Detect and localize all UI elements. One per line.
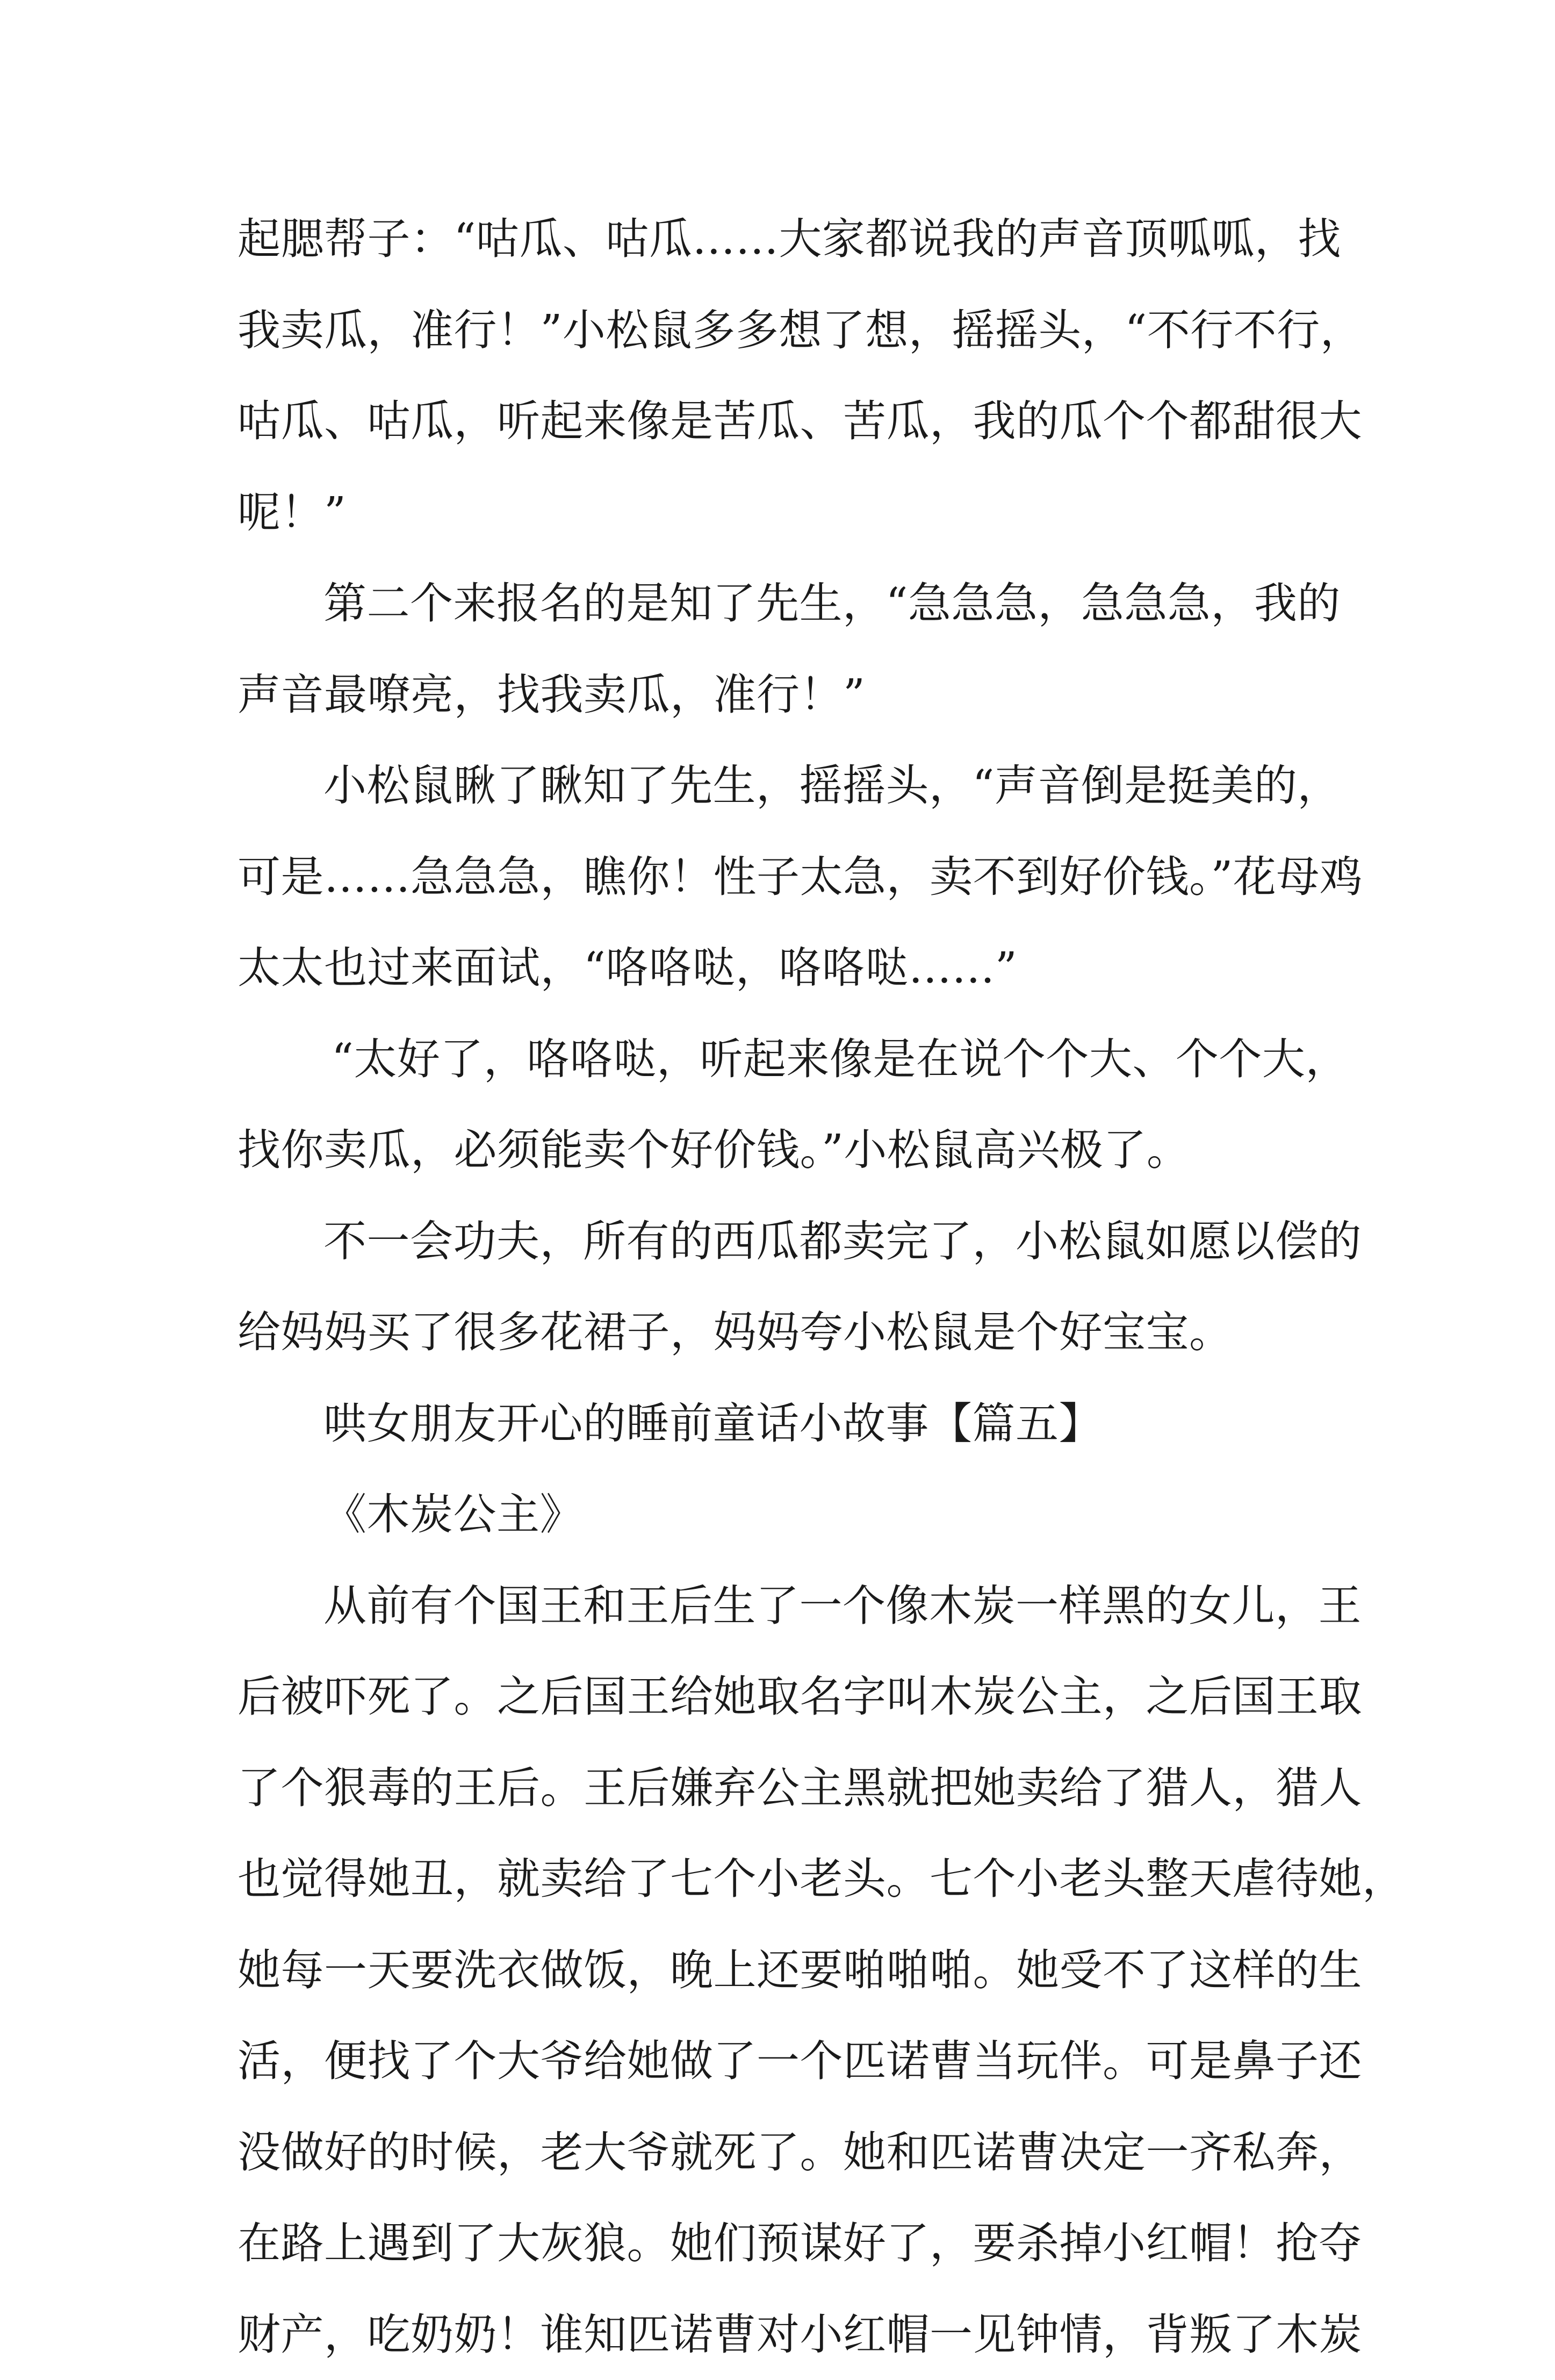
text-line: 给妈妈买了很多花裙子，妈妈夸小松鼠是个好宝宝。 <box>237 1287 1334 1378</box>
story-title: 《木炭公主》 <box>237 1469 1334 1560</box>
text-line: 呢！” <box>237 467 1334 558</box>
paragraph-start: 小松鼠瞅了瞅知了先生，摇摇头，“声音倒是挺美的， <box>237 740 1334 831</box>
text-line: 了个狠毒的王后。王后嫌弃公主黑就把她卖给了猎人，猎人 <box>237 1743 1334 1834</box>
section-heading: 哄女朋友开心的睡前童话小故事【篇五】 <box>237 1378 1334 1469</box>
paragraph-start: 从前有个国王和王后生了一个像木炭一样黑的女儿，王 <box>237 1560 1334 1652</box>
text-line: 我卖瓜，准行！”小松鼠多多想了想，摇摇头，“不行不行， <box>237 285 1334 376</box>
paragraph-start: 第二个来报名的是知了先生，“急急急，急急急，我的 <box>237 558 1334 649</box>
paragraph-start: “太好了，咯咯哒，听起来像是在说个个大、个个大， <box>237 1014 1334 1105</box>
text-line: 后被吓死了。之后国王给她取名字叫木炭公主，之后国王取 <box>237 1651 1334 1743</box>
text-line: 没做好的时候，老大爷就死了。她和匹诺曹决定一齐私奔， <box>237 2107 1334 2198</box>
text-line: 咕瓜、咕瓜，听起来像是苦瓜、苦瓜，我的瓜个个都甜很大 <box>237 376 1334 467</box>
text-line: 财产，吃奶奶！谁知匹诺曹对小红帽一见钟情，背叛了木炭 <box>237 2289 1334 2380</box>
body-text <box>237 193 1334 2380</box>
text-line: 找你卖瓜，必须能卖个好价钱。”小松鼠高兴极了。 <box>237 1105 1334 1196</box>
text-line: 起腮帮子：“咕瓜、咕瓜……大家都说我的声音顶呱呱，找 <box>237 193 1334 285</box>
paragraph-start: 不一会功夫，所有的西瓜都卖完了，小松鼠如愿以偿的 <box>237 1196 1334 1287</box>
text-line: 在路上遇到了大灰狼。她们预谋好了，要杀掉小红帽！抢夺 <box>237 2198 1334 2289</box>
text-line: 也觉得她丑，就卖给了七个小老头。七个小老头整天虐待她， <box>237 1833 1334 1925</box>
text-line: 太太也过来面试，“咯咯哒，咯咯哒……” <box>237 922 1334 1014</box>
text-line: 声音最嘹亮，找我卖瓜，准行！” <box>237 649 1334 741</box>
text-line: 她每一天要洗衣做饭，晚上还要啪啪啪。她受不了这样的生 <box>237 1925 1334 2016</box>
text-line: 活，便找了个大爷给她做了一个匹诺曹当玩伴。可是鼻子还 <box>237 2016 1334 2107</box>
text-line: 可是……急急急，瞧你！性子太急，卖不到好价钱。”花母鸡 <box>237 831 1334 923</box>
